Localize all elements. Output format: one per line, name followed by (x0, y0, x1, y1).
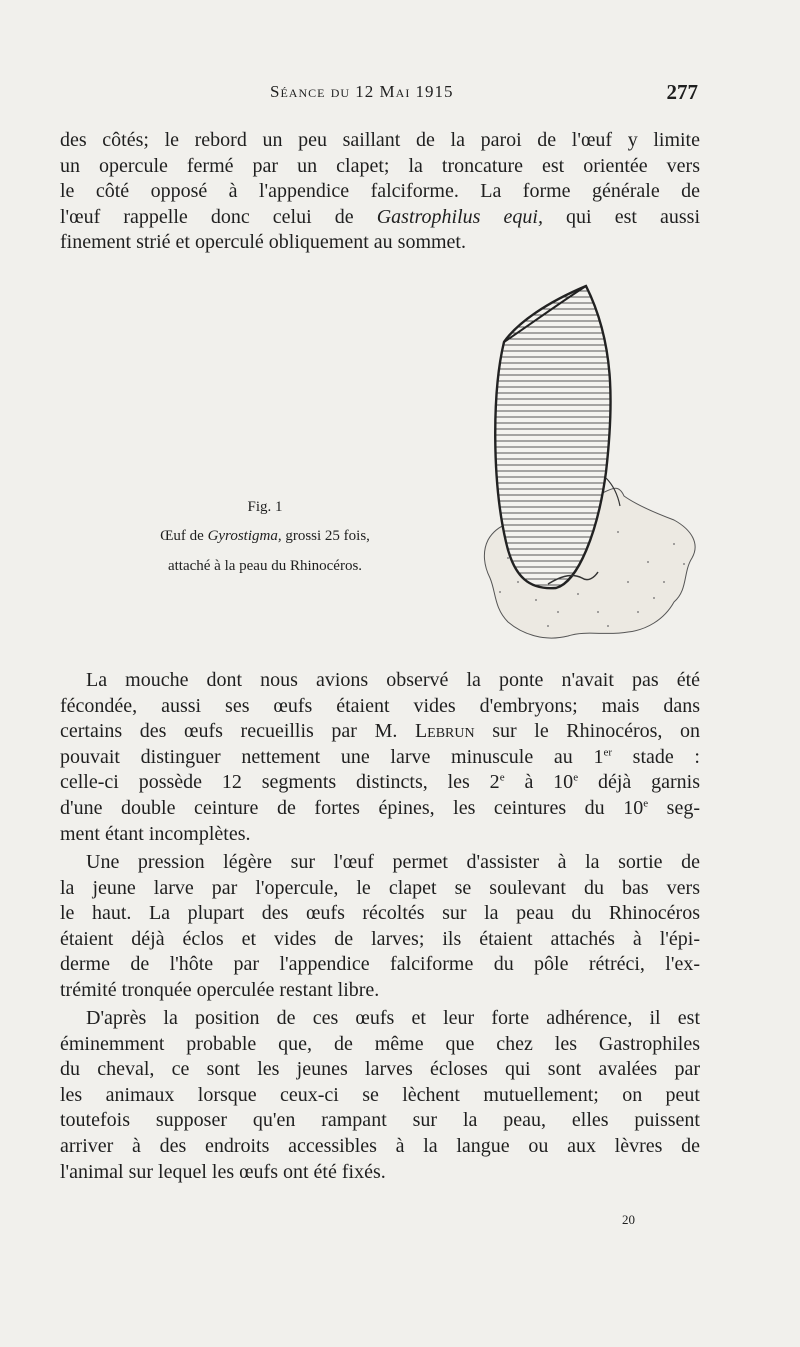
text-line (60, 770, 700, 796)
text-fragment: l'œuf rappelle donc celui de (60, 205, 377, 228)
text-line: la jeune larve par l'opercule, le clapet se soulevant du bas vers (60, 876, 700, 899)
text-fragment: grossi 25 fois, (281, 528, 370, 544)
egg-illustration (478, 282, 703, 646)
egg-drawing (478, 282, 703, 646)
text-line: fécondée, aussi ses œufs étaient vides d'embryons; mais dans (60, 694, 700, 717)
species-name: Gastrophilus equi, (376, 205, 543, 228)
superscript: e (643, 797, 649, 810)
text-fragment: celle-ci possède 12 segments distincts, les 2 (60, 771, 500, 794)
text-line (60, 719, 700, 745)
text-line: étaient déjà éclos et vides de larves; ils étaient attachés à l'épi- (60, 927, 700, 950)
running-head: Séance du 12 Mai 1915 (270, 82, 454, 101)
text-line: un opercule fermé par un clapet; la troncature est orientée vers (60, 154, 700, 177)
text-fragment: stade : (612, 745, 700, 768)
text-fragment: à 10 (504, 771, 574, 794)
superscript: e (499, 771, 505, 784)
text-line (60, 745, 700, 771)
text-fragment: sur le Rhinocéros, on (474, 720, 700, 743)
page-header (60, 80, 700, 110)
superscript: er (603, 746, 612, 759)
text-line: D'après la position de ces œufs et leur forte adhérence, il est (86, 1007, 700, 1029)
text-line: finement strié et operculé obliquement au sommet. (60, 231, 466, 254)
text-fragment: certains des œufs recueillis par M. (60, 720, 415, 743)
text-line (60, 205, 700, 231)
text-line: toutefois supposer qu'en rampant sur la peau, elles puissent (60, 1109, 700, 1132)
paragraph-4 (60, 1006, 700, 1185)
text-line: éminemment probable que, de même que chez les Gastrophiles (60, 1032, 700, 1055)
text-line: des côtés; le rebord un peu saillant de la paroi de l'œuf y limite (60, 129, 700, 151)
text-line: arriver à des endroits accessibles à la langue ou aux lèvres de (60, 1134, 700, 1157)
superscript: e (573, 771, 579, 784)
text-fragment: Œuf de (160, 528, 208, 544)
text-line (60, 796, 700, 822)
text-line: le haut. La plupart des œufs récoltés sur la peau du Rhinocéros (60, 902, 700, 925)
text-fragment: d'une double ceinture de fortes épines, les ceintures du 10 (60, 796, 644, 819)
text-line: les animaux lorsque ceux-ci se lèchent mutuellement; on peut (60, 1083, 700, 1106)
caption-line: attaché à la peau du Rhinocéros. (167, 558, 363, 574)
figure-caption (110, 496, 420, 577)
paragraph-3 (60, 850, 700, 1004)
text-line: l'animal sur lequel les œufs ont été fixés. (60, 1160, 386, 1183)
text-line: du cheval, ce sont les jeunes larves écloses qui sont avalées par (60, 1058, 700, 1081)
text-line: derme de l'hôte par l'appendice falciforme du pôle rétréci, l'ex- (60, 953, 700, 976)
paragraph-1 (60, 128, 700, 256)
author-name: Lebrun (414, 720, 475, 743)
paragraph-2 (60, 668, 700, 847)
signature-mark: 20 (622, 1212, 635, 1227)
text-line: le côté opposé à l'appendice falciforme. La forme générale de (60, 180, 700, 203)
text-line: Une pression légère sur l'œuf permet d'assister à la sortie de (86, 851, 700, 873)
text-fragment: seg- (648, 796, 700, 819)
genus-name: Gyrostigma, (207, 528, 282, 544)
text-line: ment étant incomplètes. (60, 822, 251, 845)
page-number: 277 (666, 80, 698, 104)
text-line: trémité tronquée operculée restant libre. (60, 978, 380, 1001)
caption-line (110, 518, 420, 547)
text-fragment: qui est aussi (542, 205, 700, 228)
figure-label: Fig. 1 (247, 499, 283, 515)
text-line: La mouche dont nous avions observé la ponte n'avait pas été (86, 669, 700, 691)
text-fragment: déjà garnis (578, 771, 700, 794)
text-fragment: pouvait distinguer nettement une larve minuscule au 1 (60, 745, 604, 768)
